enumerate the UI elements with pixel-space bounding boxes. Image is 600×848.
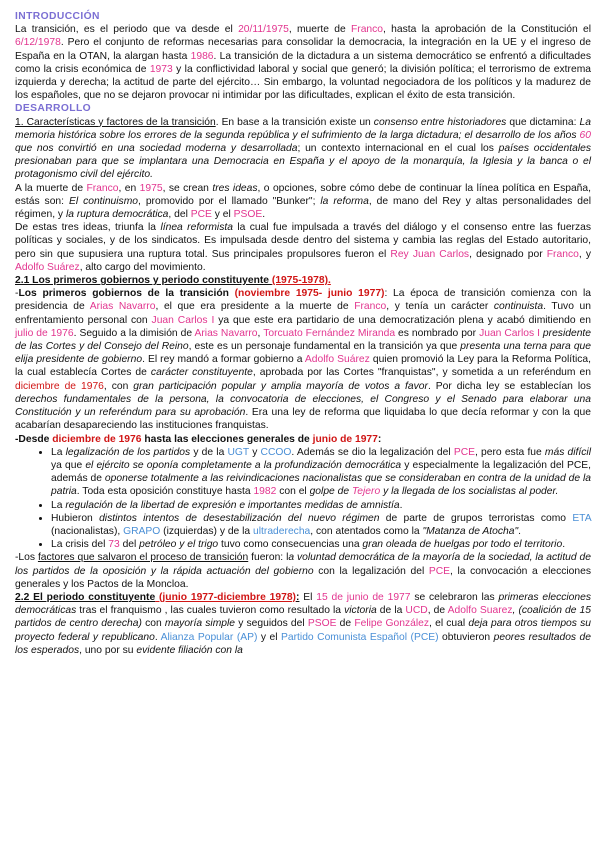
list-item: • La regulación de la libertad de expresión e importantes medidas de amnistía. [51, 499, 591, 512]
name-highlight: Franco [350, 24, 384, 36]
section-1-title: 1. Características y factores de la transición [15, 116, 216, 128]
factores-paragraph: -Los factores que salvaron el proceso de transición fueron: la voluntad democrática de la mayoría de la sociedad, la actitud de los partidos de la oposición y la rápida actuación del gobierno con la legalización del PCE, la convocación a elecciones generales y los Pactos de la Moncloa. [15, 552, 592, 590]
date-highlight: 20/11/1975 [238, 24, 289, 36]
bullet-list [15, 446, 591, 552]
date-highlight: 6/12/1978 [15, 37, 61, 49]
section-2-2-title: 2.2 El periodo constituyente [15, 591, 156, 603]
reformista-paragraph: De estas tres ideas, triunfa la línea reformista la cual fue impulsada a través del diálogo y el consenso entre las fuerzas políticas y sociales, y de los sindicatos. Es impulsada desde dentro del sistema y cambia las reglas del Estado autoritario, pero sin que supusiera una ruptura total. Sus principales propulsores fueron el Rey Juan Carlos, designado por Franco, y Adolfo Suárez, alto cargo del movimiento. [15, 222, 591, 273]
desarrollo-heading: DESARROLLO [15, 103, 92, 115]
section-1-paragraph: 1. Características y factores de la transición. En base a la transición existe un consenso entre historiadores que dictamina: La memoria histórica sobre los errores de la segunda república y el sufrimiento de la larga dictadura; el desarrollo de los años 60 que nos convirtió en una sociedad moderna y desarrollada; un contexto internacional en el cual los países occidentales presionaban para que se implantara una Democracia en España y el apoyo de la monarquía, la Iglesia y la banca o el protagonismo civil del ejército. [15, 116, 591, 181]
intro-paragraph: La transición, es el periodo que va desde el 20/11/1975, muerte de Franco, hasta la aprobación de la Constitución el 6/12/1978. Pero el conjunto de reformas necesarias para consolidar la democracia, la integración en la UE y el ingreso de España en la OTAN, la alargan hasta 1986. La transición de la dictadura a un sistema democrático se enfrentó a dificultades como la crisis económica de 1973 y la conflictividad laboral y social que generó; la división política; el terrorismo de extrema izquierda y derecha; la actitud de parte del ejército… Sin embargo, la voluntad negociadora de los políticos y la madurez de los españoles, que no se dejaron provocar ni intimidar por las dificultades, explican el éxito de esta transición. [15, 24, 592, 102]
intro-heading: INTRODUCCIÓN [15, 11, 100, 22]
list-item: • Hubieron distintos intentos de desestabilización del nuevo régimen de parte de grupos terroristas como ETA (nacionalistas), GRAPO (izquierdas) y de la ultraderecha, con atentados como la "Matanza de Atocha". [51, 512, 591, 538]
list-item: • La crisis del 73 del petróleo y el trigo tuvo como consecuencias una gran oleada de huelgas por todo el territorio. [51, 538, 591, 551]
primeros-gobiernos-paragraph: -Los primeros gobiernos de la transición (noviembre 1975- junio 1977): La época de transición comienza con la presidencia de Arias Navarro, el que era presidente a la muerte de Franco, y tenía un carácter continuista. Tuvo un enfrentamiento personal con Juan Carlos I ya que este era partidario de una democratización plena y acabó dimitiendo en julio de 1976. Seguido a la dimisión de Arias Navarro, Torcuato Fernández Miranda es nombrado por Juan Carlos I presidente de las Cortes y del Consejo del Reino, este es un personaje fundamental en la transición ya que presenta una terna para que elija presidente de gobierno. El rey mandó a formar gobierno a Adolfo Suárez quien promovió la Ley para la Reforma Política, la cual establecía Cortes de carácter constituyente, aprobada por las Cortes "franquistas", y sometida a un referéndum en diciembre de 1976, con gran participación popular y amplia mayoría de votos a favor. Por dicha ley se establecían los derechos fundamentales de la persona, la convocatoria de elecciones, el Congreso y el Senado para elaborar una Constitución y un referéndum para su aprobación. Era una ley de reforma que liquidaba lo que decía reformar y con la que acabarían desapareciendo las instituciones franquistas. [15, 288, 592, 432]
date-highlight: 1973 [149, 63, 173, 75]
tres-ideas-paragraph: A la muerte de Franco, en 1975, se crean tres ideas, o opciones, sobre cómo debe de continuar la línea política en España, estás son: El continuismo, promovido por el llamado "Bunker"; la reforma, de mano del Rey y altas personalidades del régimen, y la ruptura democrática, del PCE y el PSOE. [15, 182, 591, 221]
list-item: • La legalización de los partidos y de la UGT y CCOO. Además se dio la legalización del PCE, pero esta fue más difícil ya que el ejército se oponía completamente a la profundización democrática y especialmente la legalización del PCE, además de oponerse totalmente a las reivindicaciones nacionalistas que se consideraban en contra de la unidad de la patria. Toda esta oposición constituye hasta 1982 con el golpe de Tejero y la llegada de los socialistas al poder. [51, 446, 591, 499]
section-2-2-paragraph: 2.2 El periodo constituyente (junio 1977-diciembre 1978): El 15 de junio de 1977 se celebraron las primeras elecciones democráticas tras el franquismo , las cuales tuvieron como resultado la victoria de la UCD, de Adolfo Suarez, (coalición de 15 partidos de centro derecha) con mayoría simple y seguidos del PSOE de Felipe González, el cual deja para otros tiempos su proyecto federal y republicano. Alianza Popular (AP) y el Partido Comunista Español (PCE) obtuvieron peores resultados de los esperados, uno por su evidente filiación con la [15, 591, 592, 656]
desde-diciembre-heading: -Desde diciembre de 1976 hasta las elecciones generales de junio de 1977: [15, 433, 382, 445]
date-highlight: 1986 [190, 50, 214, 62]
section-2-1-title: 2.1 Los primeros gobiernos y periodo constituyente (1975-1978). [15, 275, 331, 287]
